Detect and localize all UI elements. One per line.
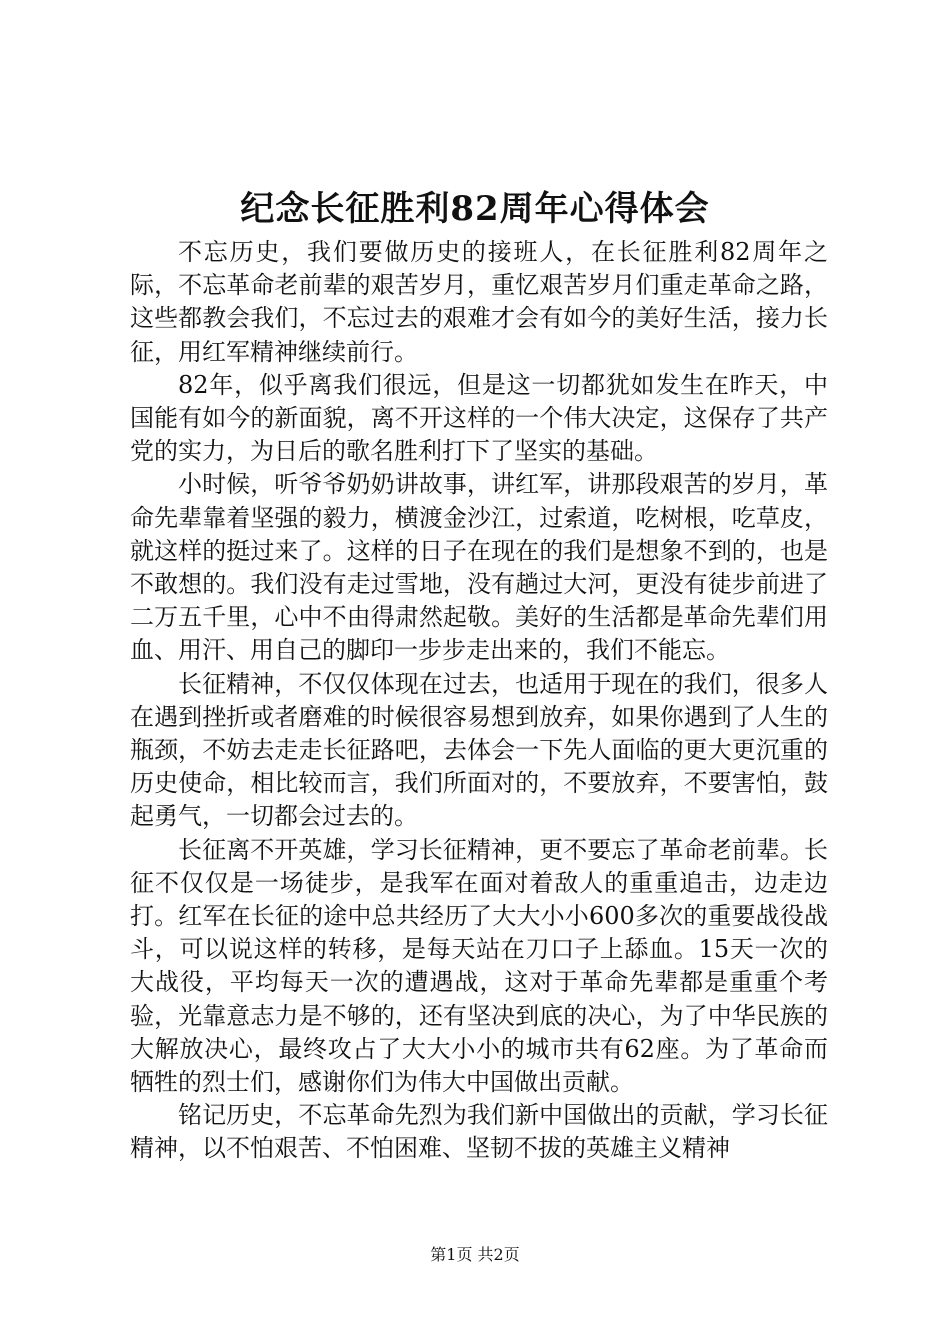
paragraph: 小时候，听爷爷奶奶讲故事，讲红军，讲那段艰苦的岁月，革命先辈靠着坚强的毅力，横渡金沙江，过索道，吃树根，吃草皮，就这样的挺过来了。这样的日子在现在的我们是想象不到的，也是不敢想的。我们没有走过雪地，没有趟过大河，更没有徒步前进了二万五千里，心中不由得肃然起敬。美好的生活都是革命先辈们用血、用汗、用自己的脚印一步步走出来的，我们不能忘。 bbox=[130, 470, 828, 665]
paragraph: 长征离不开英雄，学习长征精神，更不要忘了革命老前辈。长征不仅仅是一场徒步，是我军在面对着敌人的重重追击，边走边打。红军在长征的途中总共经历了大大小小600多次的重要战役战斗，可以说这样的转移，是每天站在刀口子上舔血。15天一次的大战役，平均每天一次的遭遇战，这对于革命先辈都是重重个考验，光靠意志力是不够的，还有坚决到底的决心，为了中华民族的大解放决心，最终攻占了大大小小的城市共有62座。为了革命而牺牲的烈士们，感谢你们为伟大中国做出贡献。 bbox=[130, 835, 828, 1097]
paragraph: 铭记历史，不忘革命先烈为我们新中国做出的贡献，学习长征精神，以不怕艰苦、不怕困难、坚韧不拔的英雄主义精神 bbox=[130, 1101, 828, 1163]
paragraph: 82年，似乎离我们很远，但是这一切都犹如发生在昨天，中国能有如今的新面貌，离不开这样的一个伟大决定，这保存了共产党的实力，为日后的歌名胜利打下了坚实的基础。 bbox=[130, 370, 828, 466]
document-body bbox=[130, 236, 828, 1166]
document-title: 纪念长征胜利82周年心得体会 bbox=[240, 189, 710, 229]
paragraph: 不忘历史，我们要做历史的接班人，在长征胜利82周年之际，不忘革命老前辈的艰苦岁月，重忆艰苦岁月们重走革命之路，这些都教会我们，不忘过去的艰难才会有如今的美好生活，接力长征，用红军精神继续前行。 bbox=[130, 238, 828, 366]
paragraph: 长征精神，不仅仅体现在过去，也适用于现在的我们，很多人在遇到挫折或者磨难的时候很容易想到放弃，如果你遇到了人生的瓶颈，不妨去走走长征路吧，去体会一下先人面临的更大更沉重的历史使命，相比较而言，我们所面对的，不要放弃，不要害怕，鼓起勇气，一切都会过去的。 bbox=[130, 669, 828, 831]
page-indicator: 第1页 共2页 bbox=[430, 1245, 520, 1264]
